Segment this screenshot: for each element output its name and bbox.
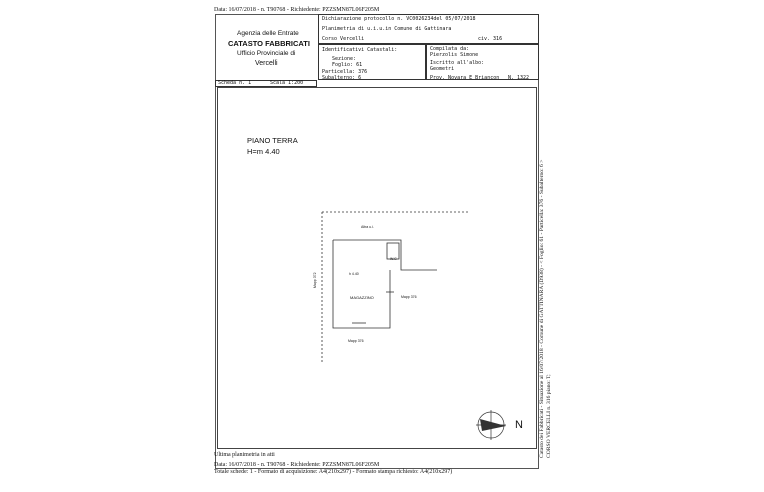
adjacent-unit-label: Altra u.i. [361,225,374,229]
parcel-376-right-label: Mapp 376 [401,295,417,299]
floor-label: PIANO TERRA [247,136,298,145]
compilata-name: Pierzolis Simone [430,52,479,58]
office-city: Vercelli [255,60,278,67]
last-plan-note: Ultima planimetria in atti [214,452,275,458]
foglio-field: Foglio: 61 [332,62,363,68]
dichiarazione-line: Dichiarazione protocollo n. VC0026234del 05/07/2018 [322,16,476,22]
address-line: Corso Vercelli [322,36,365,42]
civic-number: civ. 316 [478,36,503,42]
address-vertical: CORSO VERCELLI n. 316 piano: T; [546,374,552,458]
particella-field: Particella: 376 [322,69,368,75]
north-label: N [515,419,523,431]
registration-number: N. 1322 [508,75,530,81]
footer-request-info: Data: 16/07/2018 - n. T90768 - Richiedente: PZZSMN87L06F205M [214,462,380,468]
request-info-line: Data: 16/07/2018 - n. T90768 - Richiedente: PZZSMN87L06F205M [214,7,380,13]
cadastre-status-vertical: Catasto dei Fabbricati - Situazione al 16/07/2018 - Comune di GATTINARA (D938) - < Foglio: 61 - Particella: 376 - Subalterno: 6 > [539,159,545,458]
scheda-label: Scheda n. 1 [218,80,252,86]
catasto-title: CATASTO FABBRICATI [228,39,310,48]
iscritto-value: Geometri [430,66,455,72]
height-label: H=m 4.40 [247,147,280,156]
agency-name: Agenzia delle Entrate [237,30,299,37]
sezione-field: Sezione: [332,56,357,62]
room-height-label: h 4.40 [349,272,359,276]
parcel-376-bottom-label: Mapp 376 [348,339,364,343]
wc-label: W.C [390,257,397,261]
footer-format-info: Totale schede: 1 - Formato di acquisizione: A4(210x297) - Formato stampa richiesto: A4(210x297) [214,469,453,475]
identificativi-title: Identificativi Catastali: [322,47,398,53]
compilata-title: Compilata da: [430,46,470,52]
scale-label: Scala 1:200 [270,80,304,86]
office-label: Ufficio Provinciale di [237,50,296,57]
province-field: Prov. Novara E Briancon [430,75,500,81]
agency-block [215,14,318,80]
subalterno-field: Subalterno: 6 [322,75,362,81]
room-name-label: MAGAZZINO [350,295,374,300]
iscritto-title: Iscritto all'albo: [430,60,485,66]
parcel-372-label: Mapp 372 [313,272,317,288]
planimetria-line: Planimetria di u.i.u.in Comune di Gattinara [322,26,452,32]
